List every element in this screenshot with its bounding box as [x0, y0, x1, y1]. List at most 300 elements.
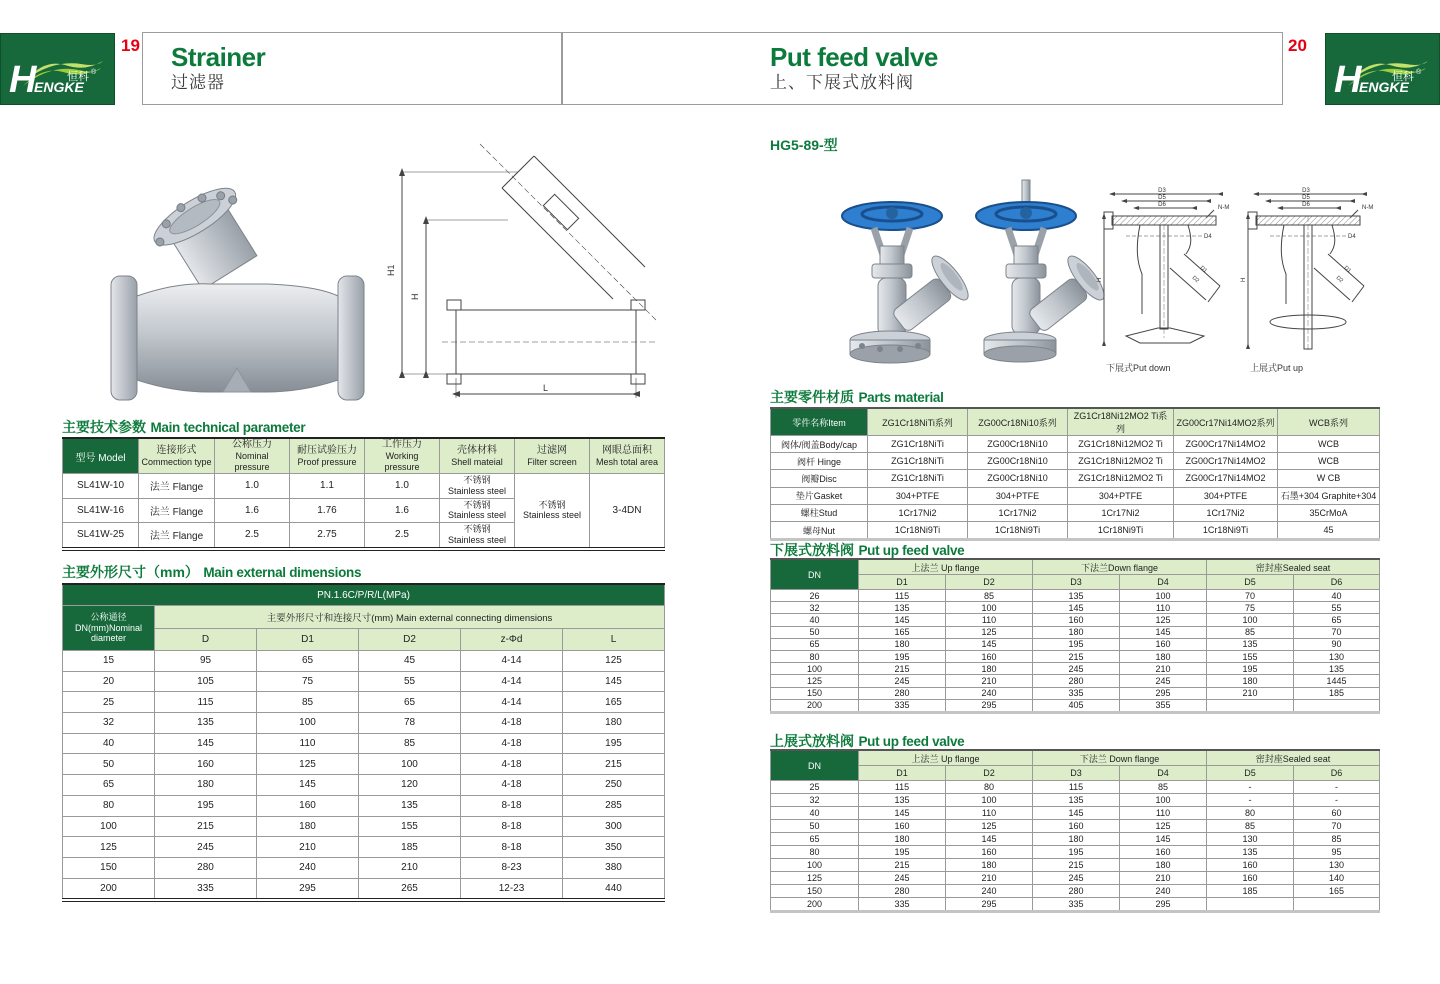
cell: 200: [771, 699, 859, 712]
right-flange: [338, 276, 364, 400]
cell: 螺母Nut: [771, 521, 868, 539]
cell: 50: [771, 626, 859, 638]
header-box-left: [142, 32, 562, 105]
cell: ZG00Cr18Ni10: [968, 453, 1068, 470]
down-valve-table: [770, 558, 1380, 714]
cell: WCB: [1278, 436, 1380, 453]
cell: 25: [63, 692, 155, 713]
col-header-d2: D2: [946, 575, 1033, 590]
cell: 85: [257, 692, 359, 713]
strainer-drawing: [368, 142, 668, 415]
col-header-d4: D4: [1120, 766, 1207, 781]
cell: 85: [1207, 820, 1294, 833]
page-title-en-left: Strainer: [171, 42, 266, 72]
cell: 法兰 Flange: [139, 523, 215, 549]
cell: 105: [155, 671, 257, 692]
up-title-en: Put up feed valve: [858, 734, 965, 749]
cell: 45: [1278, 521, 1380, 539]
cell: 不锈钢 Stainless steel: [440, 523, 515, 549]
cell: 垫片Gasket: [771, 487, 868, 504]
cell: 法兰 Flange: [139, 498, 215, 523]
page-number-left: 19: [121, 36, 140, 55]
cell: 1.0: [215, 474, 290, 499]
brand-logo-right: [1325, 33, 1440, 105]
dim-label-d1: D1: [1198, 265, 1208, 275]
cell: 215: [859, 859, 946, 872]
header-row: [771, 408, 1380, 436]
table-row: [771, 487, 1380, 504]
cell: 100: [771, 859, 859, 872]
cell: 165: [859, 626, 946, 638]
table-row: [63, 474, 665, 499]
cell: 180: [859, 833, 946, 846]
cell: 75: [257, 671, 359, 692]
table-row: [63, 692, 665, 713]
cell: 4-18: [461, 713, 563, 734]
cell: [1207, 898, 1294, 912]
cell: -: [1294, 794, 1380, 807]
cell: -: [1207, 794, 1294, 807]
cell: 295: [946, 898, 1033, 912]
cell: 1Cr18Ni9Ti: [868, 521, 968, 539]
table-row: [771, 872, 1380, 885]
up-valve-table: [770, 749, 1380, 913]
valve-photo-1: [828, 190, 976, 377]
cell: 245: [1033, 663, 1120, 675]
cell: 125: [1120, 614, 1207, 626]
cell: 180: [1033, 833, 1120, 846]
down-title-en: Put up feed valve: [858, 543, 965, 558]
cell: 40: [771, 614, 859, 626]
table-row: [771, 820, 1380, 833]
cell: 304+PTFE: [868, 487, 968, 504]
cell: 295: [1120, 687, 1207, 699]
cell: 125: [771, 872, 859, 885]
header-box-right: [562, 32, 1283, 105]
cell: 295: [257, 878, 359, 900]
cell: 300: [563, 816, 665, 837]
cell: 75: [1207, 602, 1294, 614]
dn-header: 公称通径 DN(mm)Nominal diameter: [63, 606, 155, 651]
cell: 280: [155, 857, 257, 878]
valve-drawing-down: [1096, 186, 1238, 374]
group-header-sealed-seat: 密封座Sealed seat: [1207, 559, 1380, 575]
table-row: [771, 663, 1380, 675]
parts-title-en: Parts material: [858, 390, 944, 405]
cell: 85: [1207, 626, 1294, 638]
cell: 125: [563, 651, 665, 672]
tech-params-table: [62, 437, 665, 551]
col-header-d3: D3: [1033, 766, 1120, 781]
cell: 80: [771, 846, 859, 859]
cell: 65: [257, 651, 359, 672]
cell: WCB: [1278, 453, 1380, 470]
col-header-shell: 壳体材料 Shell mateial: [440, 438, 515, 474]
cell: 210: [1120, 663, 1207, 675]
cell: 65: [1294, 614, 1380, 626]
cell: [1294, 699, 1380, 712]
cell: 160: [1033, 820, 1120, 833]
down-valve-title: [770, 540, 964, 560]
valve-photo-2: [962, 178, 1112, 379]
cell: 32: [771, 602, 859, 614]
dim-label-nm: N-M: [1218, 205, 1230, 211]
table-row: [771, 453, 1380, 470]
cell: 110: [1120, 602, 1207, 614]
cell: 100: [359, 754, 461, 775]
cell: 215: [859, 663, 946, 675]
cell: 180: [946, 859, 1033, 872]
table-row: [63, 651, 665, 672]
cell: 1Cr17Ni2: [1174, 504, 1278, 521]
table-row: [771, 436, 1380, 453]
cell: 15: [63, 651, 155, 672]
cell: 195: [1033, 638, 1120, 650]
cell: ZG1Cr18NiTi: [868, 470, 968, 487]
cell: 160: [1207, 859, 1294, 872]
header-row: [63, 438, 665, 474]
cell: 4-14: [461, 692, 563, 713]
dim-label-l: L: [543, 383, 549, 393]
col-header-item: 零件名称Item: [771, 408, 868, 436]
cell: 195: [859, 846, 946, 859]
cell: 4-14: [461, 651, 563, 672]
logo-rest: ENGKE: [34, 79, 84, 95]
dim-label-d2: D2: [1190, 275, 1200, 285]
cell: 180: [563, 713, 665, 734]
cell: 130: [1207, 833, 1294, 846]
header-row: [771, 750, 1380, 766]
cell: 245: [859, 675, 946, 687]
cell: 8-18: [461, 837, 563, 858]
bonnet: [872, 264, 912, 278]
cell: 245: [155, 837, 257, 858]
cell: 100: [771, 663, 859, 675]
dim-label-d5: D5: [1302, 195, 1310, 201]
cell: 1Cr17Ni2: [868, 504, 968, 521]
table-row: [771, 699, 1380, 712]
cell: 不锈钢 Stainless steel: [440, 498, 515, 523]
cell: 4-14: [461, 671, 563, 692]
table-row: [63, 775, 665, 796]
cell: 160: [1120, 638, 1207, 650]
col-header-nominal: 公称压力 Nominal pressure: [215, 438, 290, 474]
cell: 135: [859, 794, 946, 807]
cell: ZG00Cr17Ni14MO2: [1174, 436, 1278, 453]
cell: 1Cr17Ni2: [968, 504, 1068, 521]
cell: 145: [1120, 833, 1207, 846]
cell: 145: [946, 833, 1033, 846]
cell: 110: [946, 807, 1033, 820]
table-row: [771, 504, 1380, 521]
cell: 185: [1207, 885, 1294, 898]
cell: 145: [1033, 602, 1120, 614]
page-number-right: 20: [1288, 36, 1307, 55]
cell: 335: [859, 898, 946, 912]
cell: 115: [859, 781, 946, 794]
col-header-d5: D5: [1207, 575, 1294, 590]
dim-label-d3: D3: [1302, 188, 1310, 194]
logo-cn: 恒科: [67, 71, 89, 83]
cell: 405: [1033, 699, 1120, 712]
cell: 85: [1120, 781, 1207, 794]
table-row: [771, 687, 1380, 699]
cell: 100: [1120, 794, 1207, 807]
cell: 155: [359, 816, 461, 837]
cell: 180: [946, 663, 1033, 675]
dimensions-table: [62, 583, 665, 902]
dim-label-d4: D4: [1204, 234, 1212, 240]
logo-rest: ENGKE: [1359, 79, 1409, 95]
header-row: [771, 766, 1380, 781]
cell: 240: [257, 857, 359, 878]
table-row: [63, 878, 665, 900]
cell: ZG00Cr18Ni10: [968, 436, 1068, 453]
col-header-connection: 连接形式 Commection type: [139, 438, 215, 474]
cell: 145: [859, 807, 946, 820]
dim-label-nm: N-M: [1362, 205, 1374, 211]
parts-material-title: [770, 387, 944, 407]
col-header-d6: D6: [1294, 575, 1380, 590]
cell: 195: [155, 795, 257, 816]
cell: 200: [63, 878, 155, 900]
cell: 135: [1207, 846, 1294, 859]
cell: 1Cr18Ni9Ti: [1068, 521, 1174, 539]
col-header-series4: ZG00Cr17Ni14MO2系列: [1174, 408, 1278, 436]
cell: 130: [1294, 859, 1380, 872]
col-header-filter: 过滤网 Filter screen: [515, 438, 590, 474]
col-header-d2: D2: [359, 628, 461, 651]
cell: 阀杆 Hinge: [771, 453, 868, 470]
figure-caption-down: 下展式Put down: [1106, 363, 1171, 373]
cell: 280: [859, 687, 946, 699]
cell: 125: [257, 754, 359, 775]
cell: 1445: [1294, 675, 1380, 687]
logo-cn: 恒科: [1392, 71, 1414, 83]
table-row: [771, 794, 1380, 807]
cell: 1.6: [215, 498, 290, 523]
cell: 145: [946, 638, 1033, 650]
logo-reg-mark: ®: [1416, 69, 1422, 76]
col-header-series2: ZG00Cr18Ni10系列: [968, 408, 1068, 436]
figure-caption-up: 上展式Put up: [1250, 363, 1304, 373]
cell: 60: [1294, 807, 1380, 820]
col-header-d6: D6: [1294, 766, 1380, 781]
cell: 115: [1033, 781, 1120, 794]
page-title-cn-right: 上、下展式放料阀: [770, 73, 914, 92]
table-row: [63, 733, 665, 754]
col-header-series3: ZG1Cr18Ni12MO2 Ti系列: [1068, 408, 1174, 436]
cell-mesh-merged: 3-4DN: [590, 474, 665, 549]
cell: 210: [1120, 872, 1207, 885]
dimensions-title-en: Main external dimensions: [203, 565, 362, 580]
cell: 135: [359, 795, 461, 816]
cell: 245: [1120, 675, 1207, 687]
bonnet: [1006, 264, 1046, 278]
table-row: [771, 590, 1380, 602]
cell: SL41W-16: [63, 498, 139, 523]
table-row: [771, 602, 1380, 614]
group-header: 主要外形尺寸和连接尺寸(mm) Main external connecting dimensions: [155, 606, 665, 629]
cell: 100: [1120, 590, 1207, 602]
cell: 180: [859, 638, 946, 650]
cell: 160: [257, 795, 359, 816]
cell: 155: [1207, 650, 1294, 662]
cell: 335: [859, 699, 946, 712]
cell: 165: [1294, 885, 1380, 898]
cell: 45: [359, 651, 461, 672]
cell: 215: [1033, 859, 1120, 872]
cell: 阀瓣Disc: [771, 470, 868, 487]
cell: 200: [771, 898, 859, 912]
cell: 115: [859, 590, 946, 602]
dim-label-h1: H1: [386, 264, 396, 276]
cell: ZG1Cr18Ni12MO2 Ti: [1068, 470, 1174, 487]
col-header-l: L: [563, 628, 665, 651]
cell: ZG00Cr17Ni14MO2: [1174, 470, 1278, 487]
table-row: [771, 638, 1380, 650]
cell: 125: [63, 837, 155, 858]
cell: 55: [1294, 602, 1380, 614]
cell: ZG1Cr18Ni12MO2 Ti: [1068, 436, 1174, 453]
cell: 265: [359, 878, 461, 900]
cell: 1Cr18Ni9Ti: [1174, 521, 1278, 539]
logo-initial: H: [9, 59, 37, 101]
cell: 280: [1033, 675, 1120, 687]
table-row: [771, 846, 1380, 859]
cell: 55: [359, 671, 461, 692]
cell: 150: [771, 687, 859, 699]
tech-params-title-cn: 主要技术参数: [62, 419, 146, 435]
cell: 95: [155, 651, 257, 672]
cell: 125: [946, 820, 1033, 833]
dn-header: DN: [771, 559, 859, 590]
cell: W CB: [1278, 470, 1380, 487]
cell: 20: [63, 671, 155, 692]
page-title-en-right: Put feed valve: [770, 42, 938, 72]
cell: 145: [1120, 626, 1207, 638]
cell: 8-18: [461, 816, 563, 837]
col-header-d2: D2: [946, 766, 1033, 781]
table-row: [771, 885, 1380, 898]
cell: 240: [1120, 885, 1207, 898]
cell: 195: [1207, 663, 1294, 675]
col-header-zd: z-Φd: [461, 628, 563, 651]
group-header-sealed-seat: 密封座Sealed seat: [1207, 750, 1380, 766]
cell: 160: [859, 820, 946, 833]
dim-label-h: H: [410, 293, 420, 300]
up-title-cn: 上展式放料阀: [770, 733, 854, 749]
cell: 160: [155, 754, 257, 775]
cell: [1294, 898, 1380, 912]
pn-header: PN.1.6C/P/R/L(MPa): [63, 584, 665, 606]
cell: 160: [946, 650, 1033, 662]
table-row: [771, 807, 1380, 820]
dim-label-d4: D4: [1348, 234, 1356, 240]
cell: 185: [1294, 687, 1380, 699]
cell: 240: [946, 687, 1033, 699]
cell: 195: [1033, 846, 1120, 859]
strainer-bonnet: [145, 180, 270, 298]
cell: 245: [859, 872, 946, 885]
cell: 50: [63, 754, 155, 775]
header-row: [771, 559, 1380, 575]
cell: 阀体/阀盖Body/cap: [771, 436, 868, 453]
cell: 法兰 Flange: [139, 474, 215, 499]
col-header-d3: D3: [1033, 575, 1120, 590]
table-row: [771, 833, 1380, 846]
cell: 65: [359, 692, 461, 713]
cell: [1207, 699, 1294, 712]
cell: 8-23: [461, 857, 563, 878]
cell: 215: [155, 816, 257, 837]
parts-title-cn: 主要零件材质: [770, 389, 854, 405]
group-header-up-flange: 上法兰 Up flange: [859, 750, 1033, 766]
cell: 145: [1033, 807, 1120, 820]
logo-initial: H: [1334, 59, 1362, 101]
brand-logo-left: [0, 33, 115, 105]
cell: 2.75: [290, 523, 365, 549]
cell: 1.0: [365, 474, 440, 499]
cell: 1Cr18Ni9Ti: [968, 521, 1068, 539]
cell: 240: [946, 885, 1033, 898]
cell: -: [1207, 781, 1294, 794]
cell: 125: [1120, 820, 1207, 833]
table-row: [771, 521, 1380, 539]
cell: 70: [1207, 590, 1294, 602]
col-header-d1: D1: [859, 575, 946, 590]
cell: 180: [1120, 859, 1207, 872]
table-row: [771, 675, 1380, 687]
dn-header: DN: [771, 750, 859, 781]
cell: 180: [1120, 650, 1207, 662]
cell: 85: [1294, 833, 1380, 846]
cell: 335: [1033, 687, 1120, 699]
cell: 440: [563, 878, 665, 900]
cell: 1.6: [365, 498, 440, 523]
group-header-down-flange: 下法兰Down flange: [1033, 559, 1207, 575]
cell: 80: [771, 650, 859, 662]
table-row: [771, 470, 1380, 487]
cell: SL41W-25: [63, 523, 139, 549]
cell: 100: [257, 713, 359, 734]
cell: 2.5: [215, 523, 290, 549]
cell: 110: [257, 733, 359, 754]
cell: 80: [946, 781, 1033, 794]
dimensions-body: [63, 651, 665, 901]
cell: 145: [257, 775, 359, 796]
left-flange: [111, 276, 137, 400]
table-row: [771, 781, 1380, 794]
header-row: [63, 606, 665, 629]
cell: 100: [1207, 614, 1294, 626]
cell: 210: [946, 675, 1033, 687]
cell: 1.76: [290, 498, 365, 523]
cell: 135: [1294, 663, 1380, 675]
cell: 65: [771, 638, 859, 650]
cell: 螺柱Stud: [771, 504, 868, 521]
parts-material-table: [770, 407, 1380, 541]
cell: 70: [1294, 626, 1380, 638]
cell: 180: [1033, 626, 1120, 638]
cell: 210: [1207, 687, 1294, 699]
table-row: [63, 816, 665, 837]
cell: 25: [771, 781, 859, 794]
dim-label-d5: D5: [1158, 195, 1166, 201]
cell: 80: [1207, 807, 1294, 820]
header-row: [771, 575, 1380, 590]
cell: 110: [1120, 807, 1207, 820]
